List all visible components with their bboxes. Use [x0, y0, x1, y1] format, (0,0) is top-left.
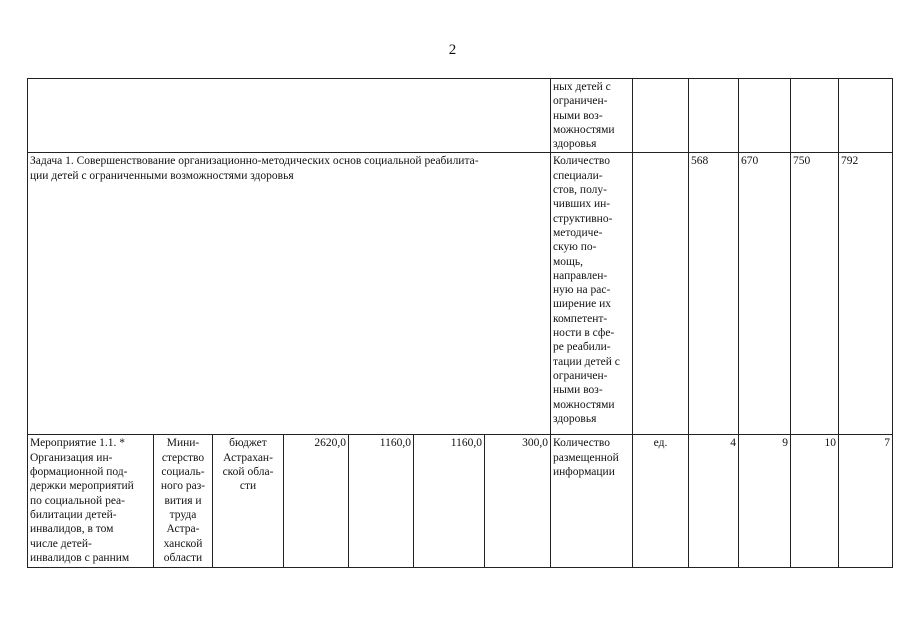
value-cell: 4 — [689, 435, 739, 568]
funding-cell: 1160,0 — [349, 435, 414, 568]
funding-cell: 1160,0 — [414, 435, 485, 568]
unit-cell — [633, 153, 689, 435]
value-cell: 792 — [839, 153, 893, 435]
value-cell: 7 — [839, 435, 893, 568]
source-cell: бюджет Астрахан- ской обла- сти — [213, 435, 284, 568]
value-cell: 9 — [739, 435, 791, 568]
indicator-cell: Количество специали- стов, полу- чивших ин- структивно- методиче- скую по- мощь, направлен- ную на рас- ширение их компетент- ности в сфе- ре реабили- тации детей с ограничен- ными воз- можностями здоровья — [551, 153, 633, 435]
indicator-cell: Количество размещенной информации — [551, 435, 633, 568]
task-text-line: ции детей с ограниченными возможностями здоровья — [30, 169, 294, 182]
value-cell — [791, 79, 839, 153]
event-cell: Мероприятие 1.1. * Организация ин- формационной под- держки мероприятий по социальной реа- билитации детей- инвалидов, в том числе детей- инвалидов с ранним — [28, 435, 154, 568]
indicator-cell: ных детей с ограничен- ными воз- можностями здоровья — [551, 79, 633, 153]
funding-cell: 2620,0 — [284, 435, 349, 568]
value-cell — [689, 79, 739, 153]
page-number: 2 — [448, 42, 457, 58]
value-cell — [739, 79, 791, 153]
table-row-continuation — [28, 79, 893, 153]
table-row-event — [28, 435, 893, 568]
executor-cell: Мини- стерство социаль- ного раз- вития и труда Астра- ханской области — [154, 435, 213, 568]
value-cell: 670 — [739, 153, 791, 435]
funding-cell: 300,0 — [485, 435, 551, 568]
table-row-task — [28, 153, 893, 435]
value-cell: 10 — [791, 435, 839, 568]
value-cell: 750 — [791, 153, 839, 435]
unit-cell: ед. — [633, 435, 689, 568]
value-cell: 568 — [689, 153, 739, 435]
task-text-line: Задача 1. Совершенствование организационно-методических основ социальной реабилита- — [30, 155, 479, 168]
unit-cell — [633, 79, 689, 153]
value-cell — [839, 79, 893, 153]
task-description-cell — [28, 153, 551, 435]
program-table — [27, 78, 893, 568]
empty-merged-cell — [28, 79, 551, 153]
